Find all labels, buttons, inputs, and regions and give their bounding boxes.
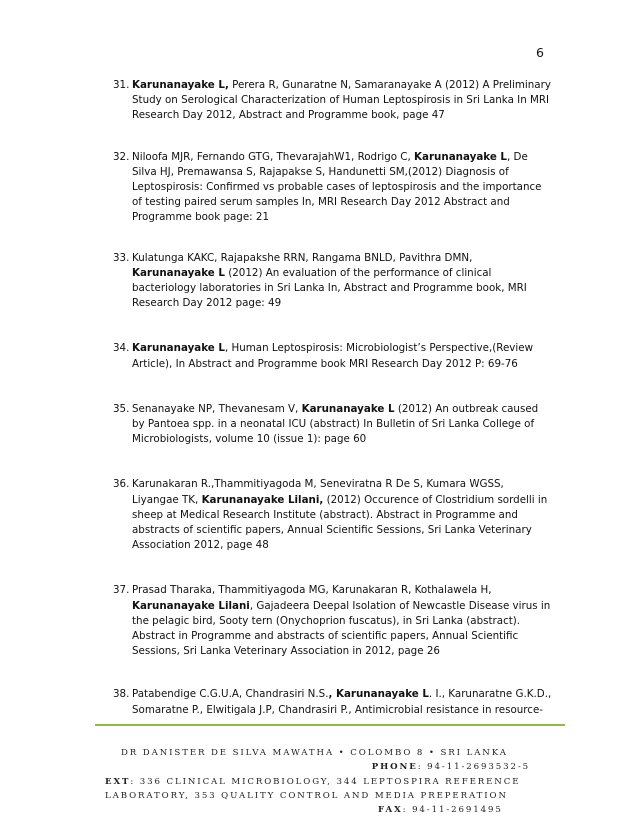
reference-item (113, 583, 553, 659)
footer-fax: FAX: 94-11-2691495 (378, 805, 503, 816)
author-highlight: Karunanayake L (301, 402, 395, 415)
reference-text: Niloofa MJR, Fernando GTG, ThevarajahW1, Rodrigo C, Karunanayake L, De Silva HJ, Premawansa S, Rajapakse S, Handunetti SM,(2012) Diagnosis of Leptospirosis: Confirmed vs probable cases of leptospirosis and the importance of testing paired serum samples In, MRI Research Day 2012 Abstract and Programme book page: 21 (132, 150, 542, 224)
reference-item (113, 78, 553, 124)
reference-text: Senanayake NP, Thevanesam V, Karunanayake L (2012) An outbreak caused by Pantoea spp. in a neonatal ICU (abstract) In Bulletin of Sri Lanka College of Microbiologists, volume 10 (issue 1): page 60 (132, 402, 539, 446)
footer-divider (95, 724, 565, 726)
reference-item (113, 687, 553, 717)
reference-item (113, 251, 553, 312)
reference-number: 38. (113, 688, 130, 701)
author-highlight: Karunanayake Lilani (132, 599, 250, 612)
reference-text: Karunakaran R.,Thammitiyagoda M, Seneviratna R De S, Kumara WGSS, Liyangae TK, Karunanayake Lilani, (2012) Occurence of Clostridium sordelli in sheep at Medical Research Institute (abstract). Abstract in Programme and abstracts of scientific papers, Annual Scientific Sessions, Sri Lanka Veterinary Association 2012, page 48 (132, 478, 548, 552)
reference-text: Kulatunga KAKC, Rajapakshe RRN, Rangama BNLD, Pavithra DMN, Karunanayake L (2012) An evaluation of the performance of clinical bacteriology laboratories in Sri Lanka In, Abstract and Programme book, MRI Research Day 2012 page: 49 (132, 251, 527, 310)
reference-number: 32. (113, 150, 130, 163)
reference-item (113, 150, 553, 226)
reference-text: Karunanayake L, Perera R, Gunaratne N, Samaranayake A (2012) A Preliminary Study on Serological Characterization of Human Leptospirosis in Sri Lanka In MRI Research Day 2012, Abstract and Programme book, page 47 (132, 79, 551, 122)
author-highlight: Karunanayake Lilani, (201, 493, 324, 506)
reference-text: Karunanayake L, Human Leptospirosis: Microbiologist’s Perspective,(Review Article), In Abstract and Programme book MRI Research Day 2012 P: 69-76 (132, 342, 534, 370)
reference-number: 31. (113, 79, 130, 91)
reference-number: 36. (113, 478, 130, 491)
reference-text: Prasad Tharaka, Thammitiyagoda MG, Karunakaran R, Kothalawela H, Karunanayake Lilani, Gajadeera Deepal Isolation of Newcastle Disease virus in the pelagic bird, Sooty tern (Onychoprion fuscatus), in Sri Lanka (abstract). Abstract in Programme and abstracts of scientific papers, Annual Scientific Sessions, Sri Lanka Veterinary Association in 2012, page 26 (132, 584, 551, 658)
footer-ext-continued: LABORATORY, 353 QUALITY CONTROL AND MEDIA PREPERATION (105, 790, 508, 801)
footer-phone: PHONE: 94-11-2693532-5 (371, 762, 530, 773)
footer-address: DR DANISTER DE SILVA MAWATHA • COLOMBO 8 • SRI LANKA (121, 748, 508, 758)
reference-number: 35. (113, 402, 130, 415)
author-highlight: Karunanayake L (132, 266, 225, 279)
reference-list (113, 78, 553, 718)
reference-item (113, 341, 553, 371)
page-number: 6 (536, 45, 544, 60)
reference-item (113, 402, 553, 448)
reference-number: 34. (113, 342, 130, 355)
reference-number: 33. (113, 251, 130, 264)
letterhead-footer (105, 746, 530, 817)
reference-number: 37. (113, 584, 130, 597)
reference-item (113, 477, 553, 553)
author-highlight: Karunanayake L (132, 342, 225, 355)
author-highlight: Karunanayake L (414, 150, 507, 163)
reference-text: Patabendige C.G.U.A, Chandrasiri N.S., Karunanayake L. I., Karunaratne G.K.D., Somaratne P., Elwitigala J.P, Chandrasiri P., Antimicrobial resistance in resource- (132, 688, 552, 716)
footer-ext: EXT: 336 CLINICAL MICROBIOLOGY, 344 LEPTOSPIRA REFERENCE (105, 776, 521, 787)
author-highlight: Karunanayake L, (132, 79, 229, 91)
author-highlight: , Karunanayake L (328, 688, 429, 701)
